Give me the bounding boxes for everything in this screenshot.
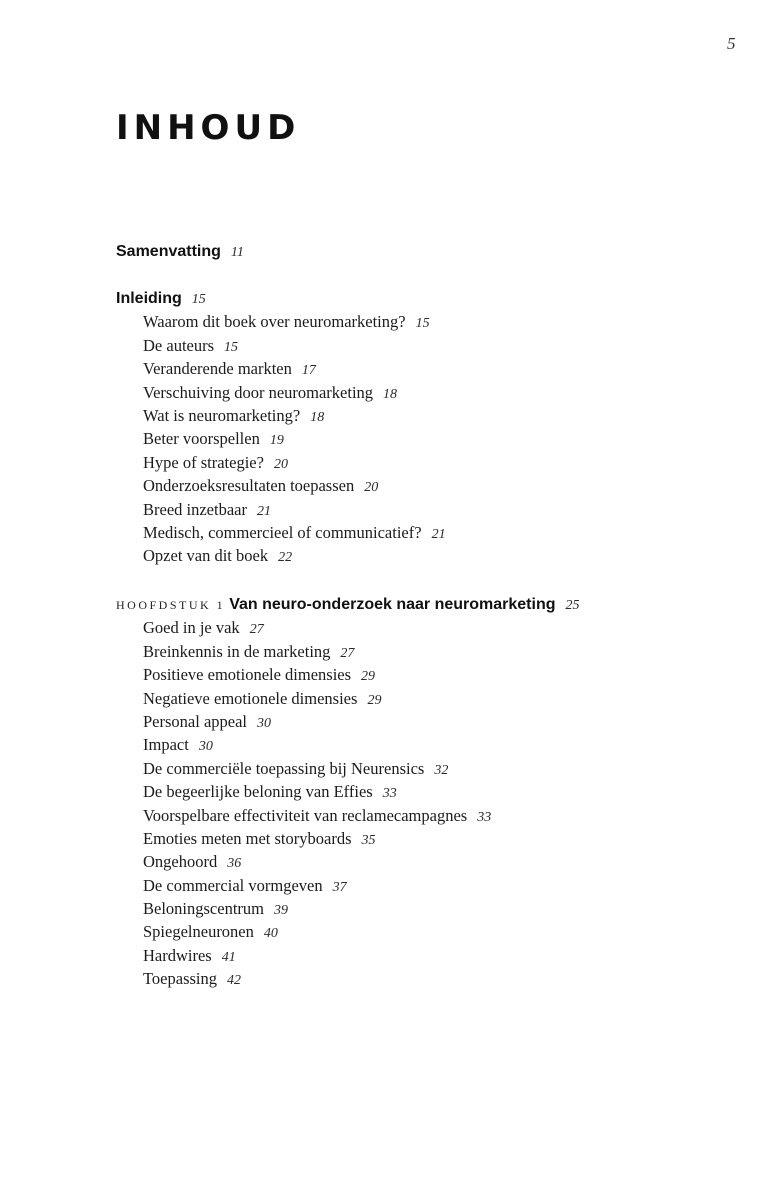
toc-item-page: 33 <box>477 809 492 825</box>
toc-item-title: Wat is neuromarketing? <box>143 405 301 425</box>
toc-heading-page: 15 <box>191 292 206 307</box>
toc-item-title: Negatieve emotionele dimensies <box>143 688 358 708</box>
toc-item[interactable] <box>143 967 579 990</box>
toc-item-title: Hardwires <box>143 945 212 965</box>
toc-item-page: 40 <box>263 926 278 942</box>
page-number: 5 <box>727 34 736 53</box>
toc-heading[interactable] <box>116 593 579 616</box>
toc-item[interactable] <box>143 757 579 780</box>
toc-item-list <box>116 310 446 567</box>
toc-item[interactable] <box>143 357 446 380</box>
toc-heading-page: 11 <box>230 245 244 260</box>
toc-item-list <box>116 616 579 990</box>
toc-item[interactable] <box>143 498 446 521</box>
toc-item-page: 32 <box>434 762 449 778</box>
toc-item[interactable] <box>143 897 579 920</box>
toc-item[interactable] <box>143 944 579 967</box>
toc-item[interactable] <box>143 780 579 803</box>
toc-item[interactable] <box>143 920 579 943</box>
toc-item[interactable] <box>143 733 579 756</box>
toc-item-title: Voorspelbare effectiviteit van reclamecampagnes <box>143 805 468 825</box>
toc-item-page: 29 <box>361 669 376 685</box>
toc-item-page: 20 <box>364 480 379 496</box>
toc-item-title: De begeerlijke beloning van Effies <box>143 782 373 802</box>
toc-item-title: Emoties meten met storyboards <box>143 828 352 848</box>
toc-item-title: Ongehoord <box>143 852 218 872</box>
toc-item-page: 22 <box>278 550 293 566</box>
toc-item[interactable] <box>143 874 579 897</box>
toc-item-page: 33 <box>382 786 397 802</box>
toc-item-page: 18 <box>310 409 325 425</box>
toc-item-title: Verschuiving door neuromarketing <box>143 382 374 402</box>
toc-heading-label: Van neuro-onderzoek naar neuromarketing <box>229 596 556 613</box>
toc-item[interactable] <box>143 616 579 639</box>
toc-heading[interactable] <box>116 287 446 310</box>
toc-item-title: Personal appeal <box>143 711 248 731</box>
toc-section-samenvatting <box>116 240 244 263</box>
toc-item[interactable] <box>143 521 446 544</box>
toc-item[interactable] <box>143 427 446 450</box>
toc-item[interactable] <box>143 804 579 827</box>
toc-item-title: Medisch, commercieel of communicatief? <box>143 522 422 542</box>
toc-item-page: 30 <box>198 739 213 755</box>
toc-item-page: 18 <box>383 386 398 402</box>
toc-item[interactable] <box>143 850 579 873</box>
toc-item-page: 39 <box>273 903 288 919</box>
toc-section-inleiding <box>116 287 446 568</box>
toc-item-page: 15 <box>415 316 430 332</box>
toc-heading-page: 25 <box>565 598 580 613</box>
toc-item-page: 30 <box>257 715 272 731</box>
toc-item-page: 21 <box>431 526 446 542</box>
toc-item[interactable] <box>143 451 446 474</box>
toc-item[interactable] <box>143 544 446 567</box>
toc-item-page: 37 <box>332 879 347 895</box>
toc-heading[interactable] <box>116 240 244 263</box>
toc-item[interactable] <box>143 474 446 497</box>
toc-item[interactable] <box>143 663 579 686</box>
toc-item-page: 20 <box>273 456 288 472</box>
toc-item-page: 42 <box>227 973 242 989</box>
toc-item-page: 17 <box>301 363 316 379</box>
toc-item-title: Opzet van dit boek <box>143 546 269 566</box>
toc-item[interactable] <box>143 404 446 427</box>
toc-item-title: Waarom dit boek over neuromarketing? <box>143 312 406 332</box>
toc-item-title: Breed inzetbaar <box>143 499 247 519</box>
toc-heading-label: Inleiding <box>116 290 182 307</box>
toc-item[interactable] <box>143 381 446 404</box>
toc-item-title: Breinkennis in de marketing <box>143 641 331 661</box>
toc-section-hoofdstuk-1 <box>116 593 579 991</box>
toc-heading-label: Samenvatting <box>116 243 221 260</box>
toc-item-page: 27 <box>340 645 355 661</box>
toc-item-title: Positieve emotionele dimensies <box>143 665 352 685</box>
toc-item[interactable] <box>143 710 579 733</box>
toc-item-title: Spiegelneuronen <box>143 922 254 942</box>
toc-item-title: Toepassing <box>143 969 218 989</box>
toc-item-title: Impact <box>143 735 189 755</box>
toc-item-page: 15 <box>224 339 239 355</box>
page-title: INHOUD <box>116 108 301 148</box>
toc-item[interactable] <box>143 640 579 663</box>
toc-item-title: De commercial vormgeven <box>143 875 323 895</box>
chapter-prefix: HOOFDSTUK 1 <box>116 598 226 612</box>
toc-item-title: Onderzoeksresultaten toepassen <box>143 476 355 496</box>
toc-item[interactable] <box>143 827 579 850</box>
toc-item-page: 27 <box>249 622 264 638</box>
toc-item-page: 19 <box>269 433 284 449</box>
toc-item-page: 36 <box>227 856 242 872</box>
toc-item-page: 35 <box>361 832 376 848</box>
toc-item[interactable] <box>143 687 579 710</box>
toc-item-title: De auteurs <box>143 335 215 355</box>
toc-item-page: 29 <box>367 692 382 708</box>
toc-item[interactable] <box>143 334 446 357</box>
toc-item-title: Beloningscentrum <box>143 899 264 919</box>
toc-item-page: 41 <box>221 949 236 965</box>
toc-item-title: Beter voorspellen <box>143 429 260 449</box>
toc-item-title: Hype of strategie? <box>143 452 264 472</box>
toc-item-page: 21 <box>256 503 271 519</box>
toc-item-title: Veranderende markten <box>143 359 292 379</box>
toc-item-title: Goed in je vak <box>143 618 240 638</box>
toc-item-title: De commerciële toepassing bij Neurensics <box>143 758 425 778</box>
toc-item[interactable] <box>143 310 446 333</box>
